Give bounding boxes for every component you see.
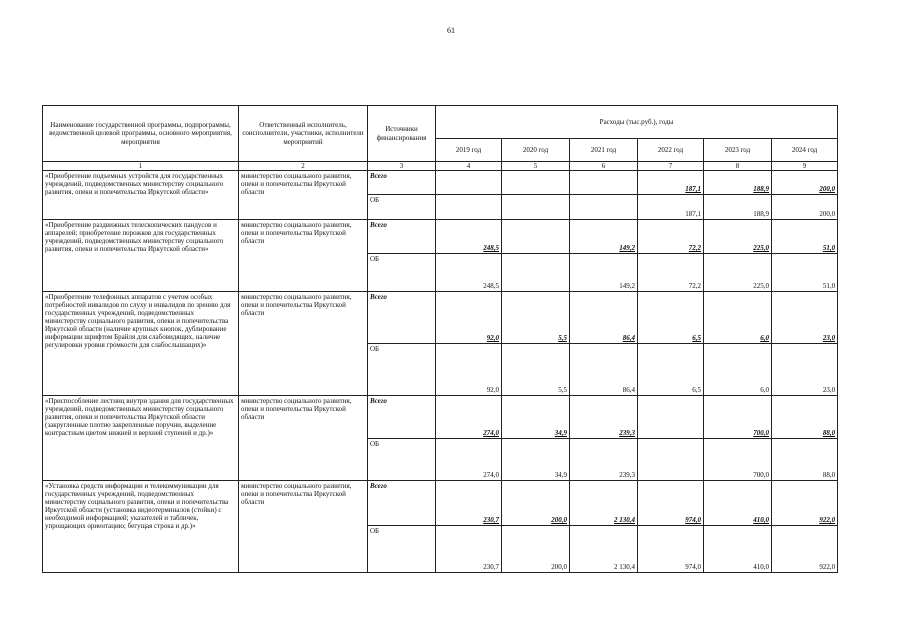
header-source: Источники финансирования bbox=[368, 106, 436, 162]
total-value bbox=[502, 171, 570, 195]
column-number: 9 bbox=[772, 162, 838, 171]
ob-value: 86,4 bbox=[570, 344, 638, 396]
source-total-label: Всего bbox=[368, 396, 436, 439]
table-row bbox=[43, 220, 838, 254]
ob-value: 51,0 bbox=[772, 254, 838, 292]
total-value: 974,0 bbox=[638, 481, 704, 526]
total-value: 51,0 bbox=[772, 220, 838, 254]
source-total-label: Всего bbox=[368, 292, 436, 344]
page-number: 61 bbox=[447, 26, 455, 35]
total-value: 5,5 bbox=[502, 292, 570, 344]
total-value bbox=[638, 396, 704, 439]
column-number: 7 bbox=[638, 162, 704, 171]
header-name: Наименование государственной программы, подпрограммы, ведомственной целевой программы, основного мероприятия, мероприятия bbox=[43, 106, 239, 162]
ob-value: 230,7 bbox=[436, 526, 502, 573]
ob-value: 188,9 bbox=[704, 195, 772, 220]
total-value: 200,0 bbox=[502, 481, 570, 526]
column-number: 6 bbox=[570, 162, 638, 171]
total-value: 225,0 bbox=[704, 220, 772, 254]
source-ob-label: ОБ bbox=[368, 195, 436, 220]
header-year: 2022 год bbox=[638, 139, 704, 162]
total-value: 230,7 bbox=[436, 481, 502, 526]
responsible-executor: министерство социального развития, опеки и попечительства Иркутской области bbox=[239, 292, 368, 396]
total-value: 248,5 bbox=[436, 220, 502, 254]
budget-table bbox=[42, 105, 838, 573]
table-row bbox=[43, 292, 838, 344]
activity-name: «Приспособление лестниц внутри здания для государственных учреждений, подведомственных министерству социального развития, опеки и попечительства Иркутской области (закругленные плотно закрепленные поручни, выделение контрастным цветом нижней и верхней ступеней и др.)» bbox=[43, 396, 239, 481]
activity-name: «Приобретение телефонных аппаратов с учетом особых потребностей инвалидов по слуху и инвалидов по зрению для государственных учреждений, подведомственных министерству социального развития, опеки и попечительства Иркутской области (наличие крупных кнопок, дублирование информации шрифтом Брайля для слабовидящих, наличие регулировки уровня громкости для слабослышащих)» bbox=[43, 292, 239, 396]
total-value bbox=[570, 171, 638, 195]
total-value: 700,0 bbox=[704, 396, 772, 439]
table-row bbox=[43, 171, 838, 195]
source-ob-label: ОБ bbox=[368, 344, 436, 396]
column-number: 5 bbox=[502, 162, 570, 171]
total-value: 188,9 bbox=[704, 171, 772, 195]
ob-value: 974,0 bbox=[638, 526, 704, 573]
source-total-label: Всего bbox=[368, 481, 436, 526]
activity-name: «Приобретение подъемных устройств для государственных учреждений, подведомственных министерству социального развития, опеки и попечительства Иркутской области» bbox=[43, 171, 239, 220]
ob-value: 248,5 bbox=[436, 254, 502, 292]
responsible-executor: министерство социального развития, опеки и попечительства Иркутской области bbox=[239, 481, 368, 573]
ob-value: 700,0 bbox=[704, 439, 772, 481]
total-value: 274,0 bbox=[436, 396, 502, 439]
ob-value: 92,0 bbox=[436, 344, 502, 396]
total-value: 200,0 bbox=[772, 171, 838, 195]
total-value bbox=[436, 171, 502, 195]
header-responsible: Ответственный исполнитель, соисполнители, участники, исполнители мероприятий bbox=[239, 106, 368, 162]
source-ob-label: ОБ bbox=[368, 439, 436, 481]
total-value: 922,0 bbox=[772, 481, 838, 526]
ob-value bbox=[502, 254, 570, 292]
ob-value: 149,2 bbox=[570, 254, 638, 292]
responsible-executor: министерство социального развития, опеки и попечительства Иркутской области bbox=[239, 220, 368, 292]
total-value: 2 130,4 bbox=[570, 481, 638, 526]
ob-value: 200,0 bbox=[772, 195, 838, 220]
ob-value: 187,1 bbox=[638, 195, 704, 220]
column-number: 1 bbox=[43, 162, 239, 171]
source-total-label: Всего bbox=[368, 171, 436, 195]
ob-value: 5,5 bbox=[502, 344, 570, 396]
ob-value: 6,0 bbox=[704, 344, 772, 396]
total-value: 410,0 bbox=[704, 481, 772, 526]
ob-value: 2 130,4 bbox=[570, 526, 638, 573]
ob-value: 34,9 bbox=[502, 439, 570, 481]
total-value: 34,9 bbox=[502, 396, 570, 439]
column-number: 2 bbox=[239, 162, 368, 171]
total-value: 187,1 bbox=[638, 171, 704, 195]
column-number: 4 bbox=[436, 162, 502, 171]
total-value: 6,0 bbox=[704, 292, 772, 344]
ob-value: 88,0 bbox=[772, 439, 838, 481]
total-value: 92,0 bbox=[436, 292, 502, 344]
ob-value: 200,0 bbox=[502, 526, 570, 573]
ob-value: 6,5 bbox=[638, 344, 704, 396]
ob-value: 410,0 bbox=[704, 526, 772, 573]
header-year: 2024 год bbox=[772, 139, 838, 162]
ob-value: 225,0 bbox=[704, 254, 772, 292]
ob-value bbox=[502, 195, 570, 220]
total-value: 72,2 bbox=[638, 220, 704, 254]
total-value: 88,0 bbox=[772, 396, 838, 439]
responsible-executor: министерство социального развития, опеки и попечительства Иркутской области bbox=[239, 396, 368, 481]
header-year: 2023 год bbox=[704, 139, 772, 162]
table-row bbox=[43, 481, 838, 526]
table-row bbox=[43, 396, 838, 439]
responsible-executor: министерство социального развития, опеки и попечительства Иркутской области bbox=[239, 171, 368, 220]
ob-value bbox=[638, 439, 704, 481]
total-value: 86,4 bbox=[570, 292, 638, 344]
header-year: 2021 год bbox=[570, 139, 638, 162]
total-value: 239,3 bbox=[570, 396, 638, 439]
ob-value bbox=[436, 195, 502, 220]
total-value: 6,5 bbox=[638, 292, 704, 344]
header-year: 2019 год bbox=[436, 139, 502, 162]
ob-value: 922,0 bbox=[772, 526, 838, 573]
ob-value: 23,0 bbox=[772, 344, 838, 396]
ob-value bbox=[570, 195, 638, 220]
ob-value: 72,2 bbox=[638, 254, 704, 292]
header-year: 2020 год bbox=[502, 139, 570, 162]
header-expenses: Расходы (тыс.руб.), годы bbox=[436, 106, 838, 139]
ob-value: 239,3 bbox=[570, 439, 638, 481]
activity-name: «Приобретение раздвижных телескопических пандусов и аппарелей; приобретение порожков для государственных учреждений, подведомственных министерству социального развития, опеки и попечительства Иркутской области» bbox=[43, 220, 239, 292]
source-ob-label: ОБ bbox=[368, 526, 436, 573]
activity-name: «Установка средств информации и телекоммуникации для государственных учреждений, подведомственных министерству социального развития, опеки и попечительства Иркутской области (установка видеотерминалов (стойки) с необходимой информацией; указателей и табличек, упрощающих ориентацию; бегущая строка и др.)» bbox=[43, 481, 239, 573]
column-number: 3 bbox=[368, 162, 436, 171]
column-number: 8 bbox=[704, 162, 772, 171]
total-value: 149,2 bbox=[570, 220, 638, 254]
source-ob-label: ОБ bbox=[368, 254, 436, 292]
total-value bbox=[502, 220, 570, 254]
ob-value: 274,0 bbox=[436, 439, 502, 481]
source-total-label: Всего bbox=[368, 220, 436, 254]
total-value: 23,0 bbox=[772, 292, 838, 344]
